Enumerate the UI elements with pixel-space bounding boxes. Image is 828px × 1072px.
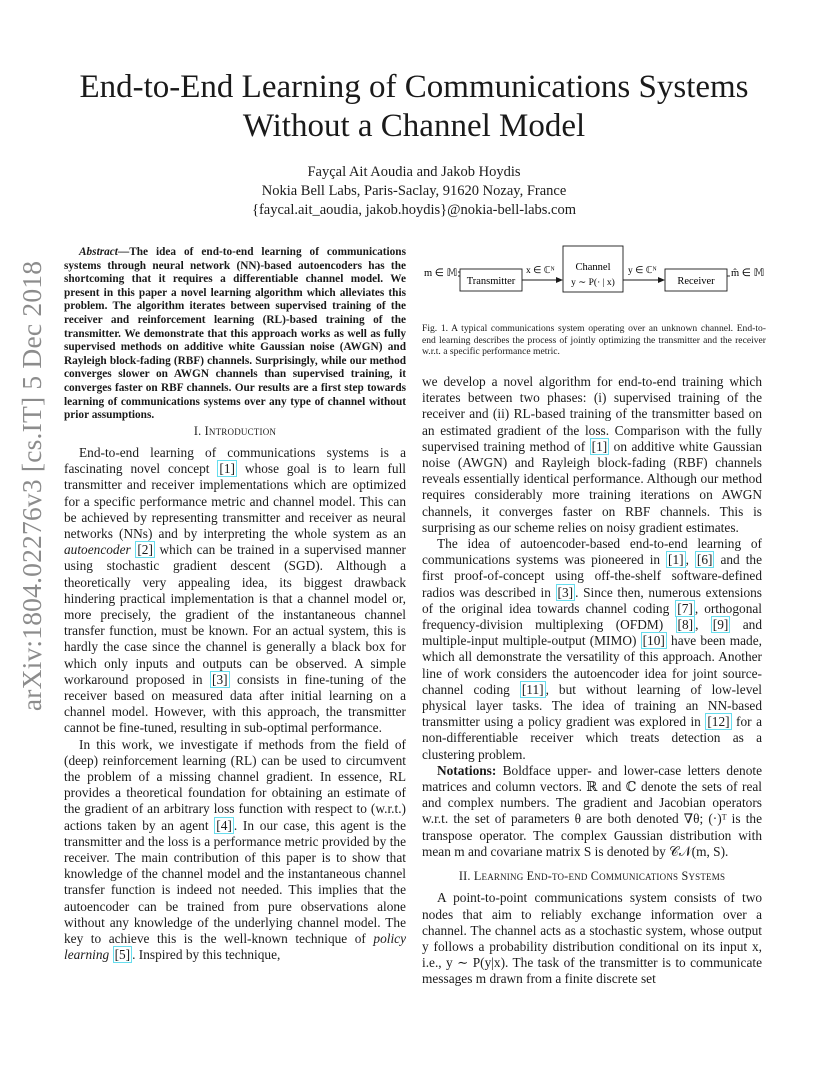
- left-column: [64, 246, 406, 963]
- affiliation: Nokia Bell Labs, Paris-Saclay, 91620 Nozay, France: [261, 183, 567, 199]
- arrow-icon: [658, 277, 665, 283]
- text-span: In this work, we investigate if methods from the field of (deep) reinforcement learning (RL) can be used to circumvent the problem of a missing channel gradient. In essence, RL provides a theoretical foundation for obtaining an estimate of the gradient of an arbitrary loss function with respect to (w.r.t.) actions taken by an agent: [64, 736, 406, 833]
- citation-link[interactable]: [6]: [696, 552, 713, 568]
- citation-link[interactable]: [1]: [219, 461, 235, 477]
- citation-link[interactable]: [1]: [591, 438, 608, 454]
- figure-1-caption: Fig. 1. A typical communications system operating over an unknown channel. End-to-end learning describes the process of jointly optimizing the transmitter and the receiver w.r.t. a specific performance metric.: [422, 323, 766, 358]
- receiver-label: Receiver: [677, 276, 715, 287]
- text-span: have been made, which all demonstrate the versatility of this approach. Another line of work considers the autoencoder idea for joint source-channel coding: [422, 633, 762, 697]
- abstract: [64, 246, 406, 423]
- text-span: The idea of autoencoder-based end-to-end learning of communications systems was pioneered in: [422, 536, 762, 568]
- arxiv-identifier: arXiv:1804.02276v3 [cs.IT] 5 Dec 2018: [16, 260, 47, 712]
- text-span: . Inspired by this technique,: [132, 947, 281, 963]
- citation-link[interactable]: [9]: [712, 617, 729, 633]
- citation-link[interactable]: [3]: [557, 584, 574, 600]
- intro-paragraph-3: [422, 374, 762, 536]
- channel-label: Channel: [575, 262, 611, 273]
- text-span: , but without learning of low-level physical layer tasks. The idea of training an NN-based transmitter using a policy gradient was explored in: [422, 681, 762, 730]
- receive-signal-label: y ∈ ℂᴺ: [628, 266, 657, 276]
- citation-link[interactable]: [10]: [642, 633, 665, 649]
- title-line-2: Without a Channel Model: [242, 108, 586, 144]
- section-heading-learning: [422, 868, 762, 884]
- citation-link[interactable]: [1]: [668, 552, 684, 568]
- section2-paragraph-1: A point-to-point communications system consists of two nodes that aim to reliably exchange information over a channel. The channel acts as a stochastic system, whose output y follows a probability distribution conditional on its input x, i.e., y ∼ P(y|x). The task of the transmitter is to communicate messages m drawn from a finite discrete set: [422, 890, 762, 987]
- notations-label: Notations:: [437, 762, 497, 778]
- transmitter-label: Transmitter: [466, 276, 516, 287]
- output-message-label: m̂ ∈ 𝕄: [731, 268, 765, 279]
- email-address: {faycal.ait_aoudia, jakob.hoydis}@nokia-bell-labs.com: [251, 202, 577, 218]
- text-span: and multiple-input multiple-output (MIMO): [422, 617, 762, 649]
- text-emphasis: autoencoder: [64, 542, 131, 558]
- text-span: which can be trained in a supervised manner using stochastic gradient descent (SGD). Although a theoretically very appealing idea, its biggest drawback hindering practical implementation is that a channel model or, more precisely, the gradient of the instantaneous channel transfer function, must be known. For an actual system, this is hardly the case since the channel is generally a black box for which only inputs and outputs can be observed. A simple workaround proposed in: [64, 542, 406, 687]
- intro-paragraph-1: [64, 445, 406, 737]
- transmit-signal-label: x ∈ ℂᴺ: [526, 266, 555, 276]
- section-heading-introduction: [64, 423, 406, 439]
- section-number: II.: [458, 869, 471, 884]
- right-column: [422, 374, 762, 988]
- text-span: . Since then, numerous extensions of the original idea towards channel coding: [422, 584, 762, 616]
- citation-link[interactable]: [8]: [677, 617, 694, 633]
- text-span: we develop a novel algorithm for end-to-end training which iterates between two phases: (i) supervised training of the receiver and (ii) RL-based training of the transmitter based on an estimated gradient of the loss. Comparison with the fully supervised training method of: [422, 374, 762, 454]
- intro-paragraph-4: The idea of autoencoder-based end-to-end learning of communications systems was pioneered in [1] , [6] and the first proof-of-concept using off-the-shelf software-defined radios was described in [3] . Since then, numerous extensions of the original idea towards channel coding [7] , orthogonal frequency-division multiplexing (OFDM) [8] , [9] and multiple-input multiple-output (MIMO) [10] have been made, which all demonstrate the versatility of this approach. Another line of work considers the autoencoder idea for joint source-channel coding [11] , but without learning of low-level physical layer tasks. The idea of training an NN-based transmitter using a policy gradient was explored in [12] for a non-differentiable receiver which treats detection as a clustering problem.: [422, 536, 763, 762]
- abstract-label: Abstract: [79, 246, 118, 258]
- title-line-1: End-to-End Learning of Communications Systems: [79, 69, 749, 105]
- arrow-icon: [556, 277, 563, 283]
- text-span: End-to-end learning of communications systems is a fascinating novel concept: [64, 444, 406, 477]
- input-message-label: m ∈ 𝕄: [424, 268, 458, 279]
- channel-equation: y ∼ P(· | x): [571, 278, 615, 288]
- text-span: consists in fine-tuning of the receiver based on measured data after initial learning on a channel model. However, with this approach, the transmitter cannot be fine-tuned, resulting in sub-optimal performance.: [64, 671, 406, 736]
- text-span: , orthogonal frequency-division multiplexing (OFDM): [422, 600, 763, 633]
- text-span: on additive white Gaussian noise (AWGN) and Rayleigh block-fading (RBF) channels reveals essentially identical performance. Although our method requires considerably more training iterations on AWGN channels, it converges faster on RBF channels. This is surprising as our scheme relies on noisy gradient estimates.: [422, 438, 763, 535]
- author-names: Fayçal Ait Aoudia and Jakob Hoydis: [307, 164, 521, 180]
- citation-link[interactable]: [4]: [216, 817, 232, 833]
- text-span: whose goal is to learn full transmitter and receiver implementations which are optimized for a specific performance metric and channel model. This can be achieved by representing transmitter and receiver as neural networks (NNs) and by interpreting the whole system as an: [64, 461, 407, 541]
- citation-link[interactable]: [11]: [521, 681, 544, 697]
- citation-link[interactable]: [2]: [137, 542, 153, 558]
- paper-title: [60, 68, 768, 146]
- text-span: for a non-differentiable receiver which treats detection as a clustering problem.: [422, 714, 763, 762]
- text-span: . In our case, this agent is the transmitter and the loss is a performance metric provided by the receiver. The main contribution of this paper is to show that knowledge of the channel model and the instantaneous channel transfer function is indeed not needed. This implies that the autoencoder can be trained from pure observations alone without any knowledge of the underlying channel model. The key to achieve this is the well-known technique of: [64, 817, 406, 947]
- citation-link[interactable]: [7]: [677, 600, 693, 616]
- figure-1-diagram: [422, 244, 770, 314]
- text-span: Boldface upper- and lower-case letters denote matrices and column vectors. ℝ and ℂ denote the sets of real and complex numbers. The gradient and Jacobian operators w.r.t. the set of parameters θ are both denoted ∇θ; (·)ᵀ is the transpose operator. The complex Gaussian distribution with mean m and covariane matrix S is denoted by 𝒞𝒩(m, S).: [422, 762, 762, 859]
- section-number: I.: [193, 423, 202, 438]
- citation-link[interactable]: [3]: [212, 671, 228, 687]
- text-emphasis: policy learning: [64, 931, 406, 963]
- notations-paragraph: [422, 763, 762, 860]
- section-title: Introduction: [204, 423, 277, 438]
- citation-link[interactable]: [12]: [707, 714, 730, 730]
- abstract-text: —The idea of end-to-end learning of communications systems through neural network (NN)-based autoencoders has the shortcoming that it requires a differentiable channel model. We present in this paper a novel learning algorithm which alleviates this problem. The algorithm iterates between supervised training of the receiver and reinforcement learning (RL)-based training of the transmitter. We demonstrate that this approach works as well as fully supervised methods on additive white Gaussian noise (AWGN) and Rayleigh block-fading (RBF) channels. Surprisingly, while our method converges slower on AWGN channels than supervised training, it converges faster on RBF channels. Our results are a first step towards learning of communications systems over any type of channel without prior assumptions.: [64, 246, 406, 422]
- intro-paragraph-2: [64, 737, 406, 964]
- author-block: [60, 163, 768, 220]
- text-span: and the first proof-of-concept using off-the-shelf software-defined radios was described in: [422, 552, 762, 600]
- citation-link[interactable]: [5]: [114, 947, 131, 963]
- section-title: Learning End-to-end Communications Systems: [473, 869, 726, 884]
